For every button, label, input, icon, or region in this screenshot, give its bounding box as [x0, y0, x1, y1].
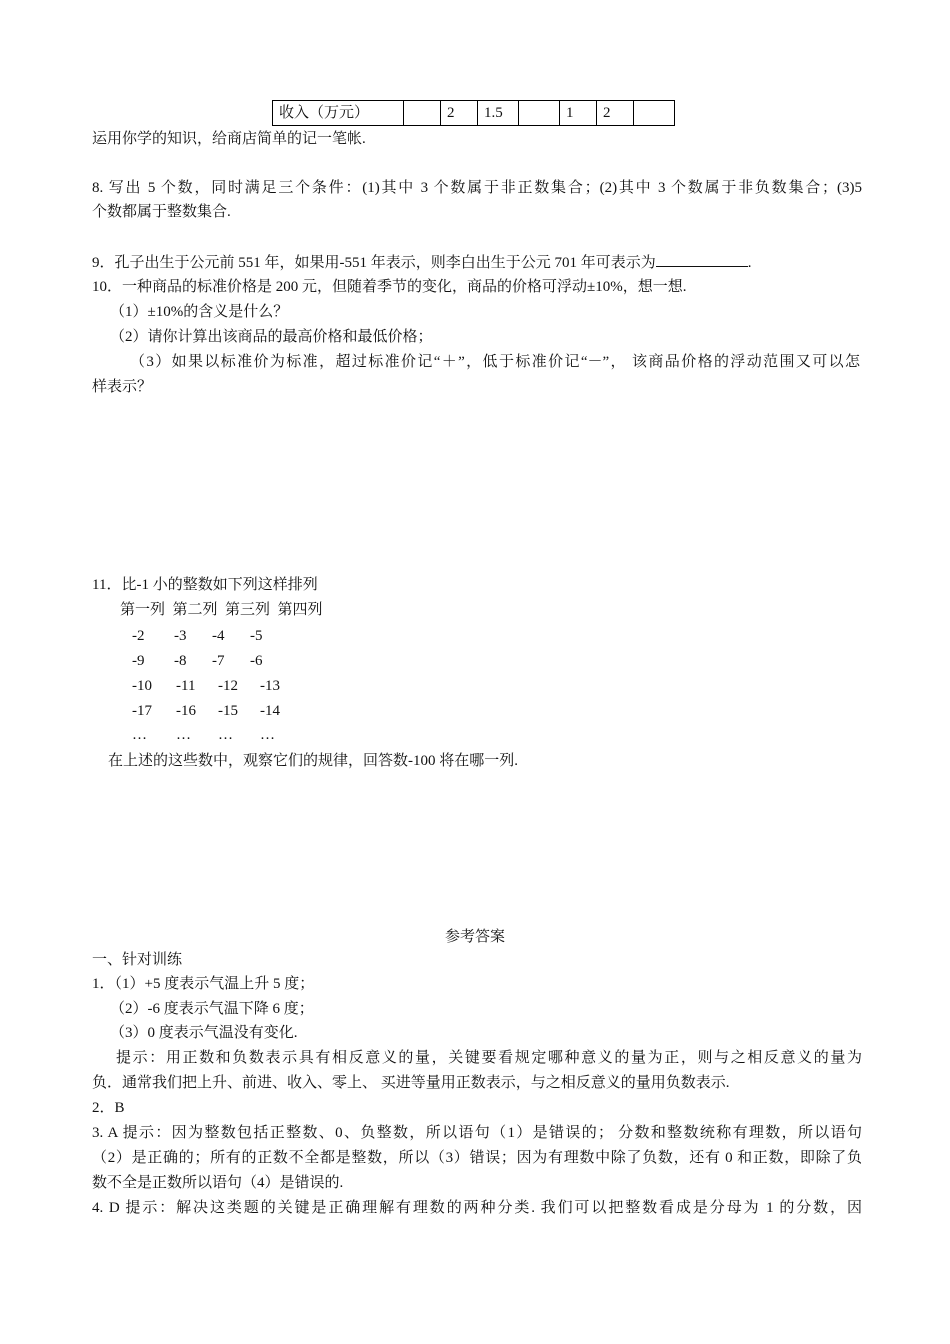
- column-header: 第一列: [120, 602, 166, 618]
- answer-3-line2: （2）是正确的；所有的正数不全都是整数，所以（3）错误；因为有理数中除了负数，还有 0 和正数，即除了负: [92, 1150, 862, 1166]
- table-cell: 1: [560, 101, 597, 126]
- answer-1-part1: 1．（1）+5 度表示气温上升 5 度；: [92, 976, 315, 992]
- answer-3-line3: 数不全是正数所以语句（4）是错误的.: [92, 1175, 344, 1191]
- answer-3-line1: 3. A 提示：因为整数包括正整数、0、负整数，所以语句（1）是错误的； 分数和整数统称有理数，所以语句: [92, 1125, 862, 1141]
- q11-cell: -15: [218, 703, 238, 719]
- table-cell: 2: [441, 101, 478, 126]
- q11-cell: -2: [132, 628, 145, 644]
- q11-question: 在上述的这些数中，观察它们的规律，回答数-100 将在哪一列.: [108, 753, 518, 769]
- q8-line1: 8. 写出 5 个数，同时满足三个条件：(1)其中 3 个数属于非正数集合；(2)其中 3 个数属于非负数集合；(3)5: [92, 180, 862, 196]
- q11-cell: -5: [250, 628, 263, 644]
- q10-part3-line1: （3）如果以标准价为标准，超过标准价记“＋”，低于标准价记“－”， 该商品价格的浮动范围又可以怎: [130, 354, 860, 370]
- table-cell: [404, 101, 441, 126]
- q11-cell: -10: [132, 678, 152, 694]
- q11-cell: …: [260, 727, 275, 743]
- table-cell-label: 收入（万元）: [273, 101, 404, 126]
- q11-cell: …: [218, 727, 233, 743]
- answers-title: 参考答案: [444, 929, 505, 945]
- column-header: 第二列: [172, 602, 218, 618]
- q11-cell: -6: [250, 653, 263, 669]
- table-cell: 2: [597, 101, 634, 126]
- q10-part1: （1）±10%的含义是什么？: [110, 304, 289, 320]
- q8-line2: 个数都属于整数集合.: [92, 204, 231, 220]
- answer-2: 2．B: [92, 1100, 125, 1116]
- q9-end: .: [747, 255, 752, 271]
- q11-row: [132, 624, 288, 648]
- q11-row: [132, 723, 300, 747]
- q9-text: 9．孔子出生于公元前 551 年，如果用-551 年表示，则李白出生于公元 701 年可表示为: [92, 255, 656, 271]
- q10-part3-line2: 样表示？: [92, 379, 153, 395]
- q11-cell: -8: [174, 653, 187, 669]
- q11-cell: …: [176, 727, 191, 743]
- column-header: 第三列: [225, 602, 271, 618]
- table-cell: [634, 101, 675, 126]
- answer-4-line1: 4. D 提示：解决这类题的关键是正确理解有理数的两种分类. 我们可以把整数看成是分母为 1 的分数，因: [92, 1200, 862, 1216]
- q11-stem: 11．比-1 小的整数如下列这样排列: [92, 577, 318, 593]
- answer-1-part2: （2）-6 度表示气温下降 6 度；: [110, 1001, 314, 1017]
- q11-cell: …: [132, 727, 147, 743]
- q11-cell: -3: [174, 628, 187, 644]
- q10-stem: 10．一种商品的标准价格是 200 元，但随着季节的变化，商品的价格可浮动±10%，想一想.: [92, 279, 687, 295]
- q11-cell: -11: [176, 678, 196, 694]
- q11-column-headers: [120, 598, 323, 622]
- q11-cell: -9: [132, 653, 145, 669]
- answers-section-heading: 一、针对训练: [92, 952, 183, 968]
- column-header: 第四列: [277, 602, 323, 618]
- answer-1-part3: （3）0 度表示气温没有变化.: [110, 1025, 298, 1041]
- q11-row: [132, 674, 300, 698]
- q11-cell: -17: [132, 703, 152, 719]
- q11-cell: -7: [212, 653, 225, 669]
- q9-question: [92, 250, 752, 275]
- answer-1-hint-line1: 提示：用正数和负数表示具有相反意义的量，关键要看规定哪种意义的量为正，则与之相反意义的量为: [116, 1050, 862, 1066]
- q11-cell: -4: [212, 628, 225, 644]
- table-cell: [519, 101, 560, 126]
- q11-cell: -13: [260, 678, 280, 694]
- q11-row: [132, 699, 300, 723]
- table-cell: 1.5: [478, 101, 519, 126]
- income-table: [272, 100, 675, 126]
- answer-1-hint-line2: 负．通常我们把上升、前进、收入、零上、 买进等量用正数表示，与之相反意义的量用负数表示.: [92, 1075, 730, 1091]
- answer-blank: [656, 250, 748, 267]
- q11-row: [132, 649, 288, 673]
- q11-cell: -14: [260, 703, 280, 719]
- q11-cell: -12: [218, 678, 238, 694]
- q7-tail-text: 运用你学的知识，给商店简单的记一笔帐.: [92, 131, 366, 147]
- q11-cell: -16: [176, 703, 196, 719]
- table-row: [273, 101, 675, 126]
- q10-part2: （2）请你计算出该商品的最高价格和最低价格；: [110, 329, 433, 345]
